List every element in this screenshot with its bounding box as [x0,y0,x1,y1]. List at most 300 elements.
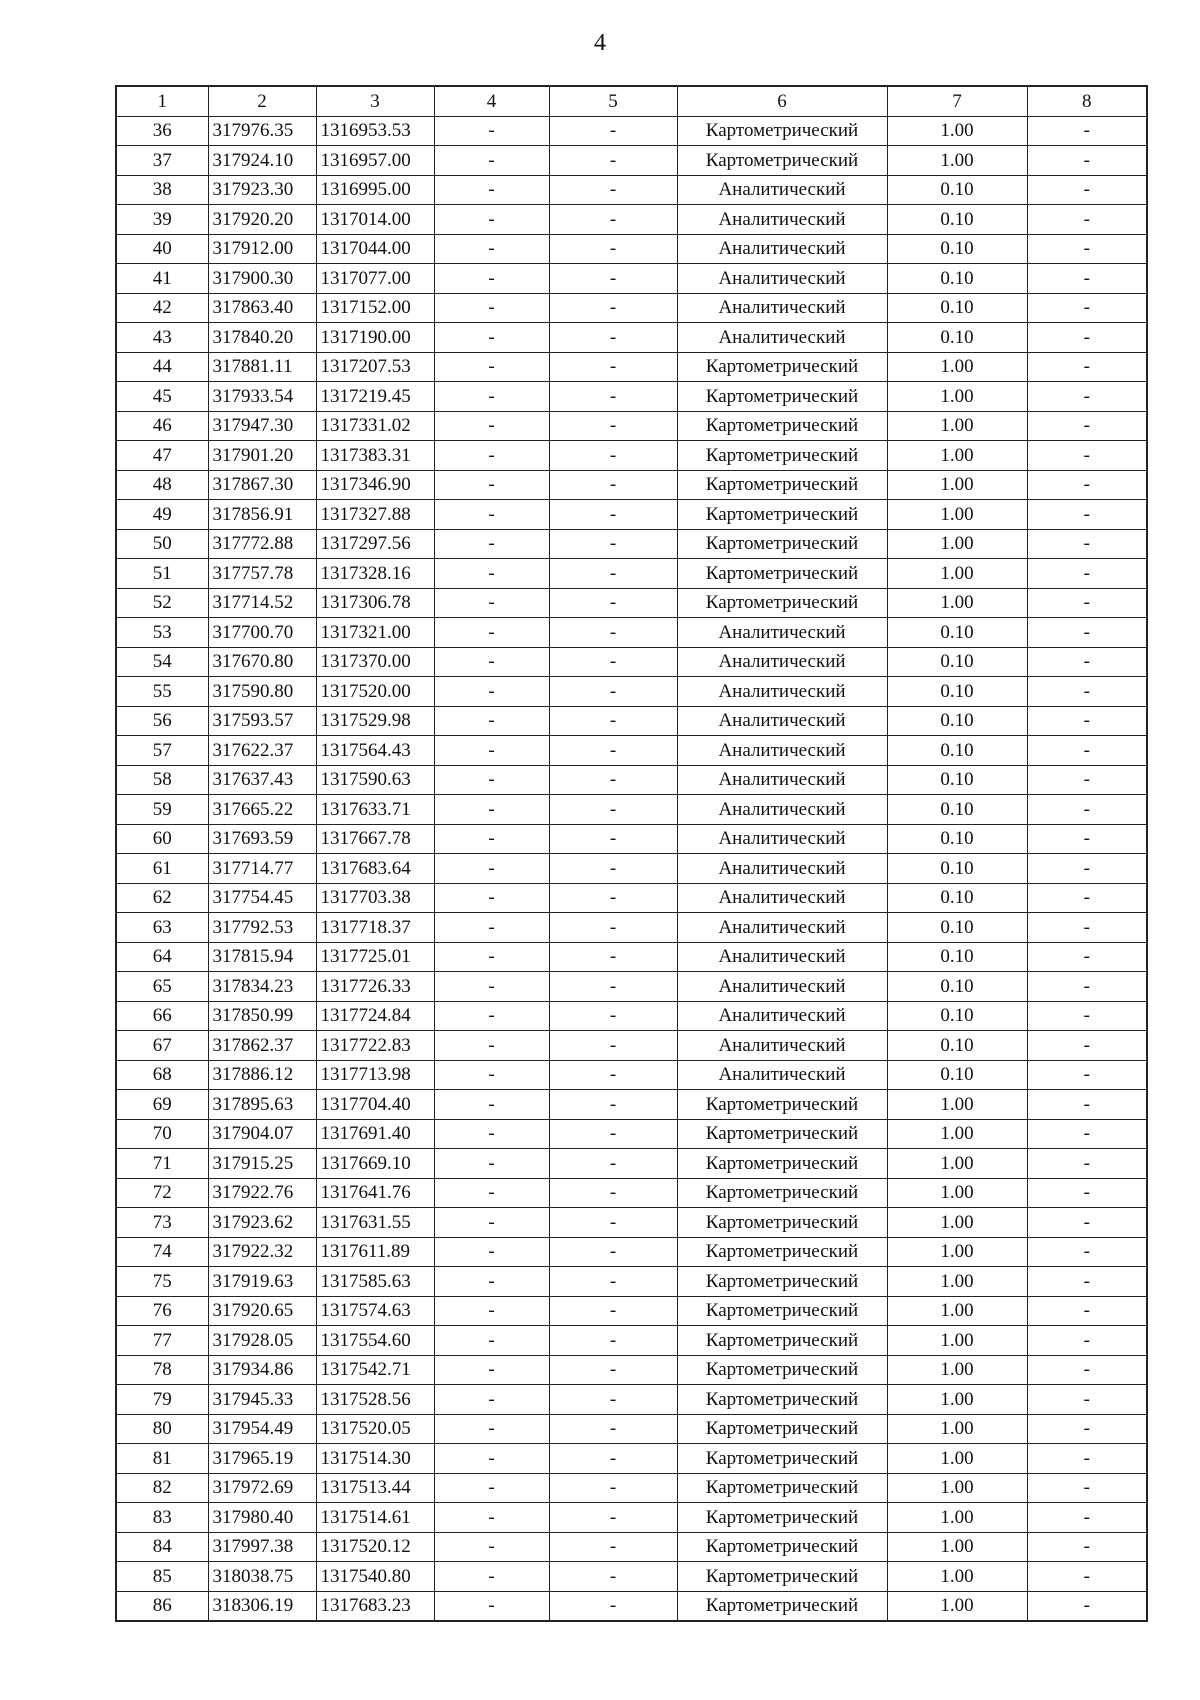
method-cell: Картометрический [677,1267,887,1297]
x-coordinate-cell: 317895.63 [208,1090,316,1120]
column-8-cell: - [1027,1532,1147,1562]
column-5-cell: - [549,146,677,176]
column-8-cell: - [1027,913,1147,943]
column-8-cell: - [1027,559,1147,589]
column-5-cell: - [549,1562,677,1592]
table-row [116,854,1147,884]
method-cell: Аналитический [677,765,887,795]
column-8-cell: - [1027,618,1147,648]
y-coordinate-cell: 1317370.00 [316,647,434,677]
accuracy-cell: 0.10 [887,677,1027,707]
point-number-cell: 80 [116,1414,208,1444]
point-number-cell: 53 [116,618,208,648]
column-4-cell: - [434,529,549,559]
accuracy-cell: 0.10 [887,972,1027,1002]
table-row [116,1326,1147,1356]
column-5-cell: - [549,323,677,353]
column-5-cell: - [549,1267,677,1297]
point-number-cell: 52 [116,588,208,618]
column-5-cell: - [549,264,677,294]
column-8-cell: - [1027,441,1147,471]
column-4-cell: - [434,1119,549,1149]
table-row [116,293,1147,323]
accuracy-cell: 1.00 [887,1503,1027,1533]
accuracy-cell: 1.00 [887,588,1027,618]
table-row [116,1149,1147,1179]
accuracy-cell: 0.10 [887,618,1027,648]
point-number-cell: 51 [116,559,208,589]
x-coordinate-cell: 317924.10 [208,146,316,176]
coordinates-table [115,85,1148,1622]
table-row [116,352,1147,382]
column-8-cell: - [1027,647,1147,677]
column-4-cell: - [434,1031,549,1061]
column-4-cell: - [434,1532,549,1562]
column-8-cell: - [1027,1090,1147,1120]
column-4-cell: - [434,352,549,382]
column-5-cell: - [549,529,677,559]
table-row [116,116,1147,146]
table-row [116,382,1147,412]
table-row [116,175,1147,205]
table-row [116,1296,1147,1326]
column-4-cell: - [434,854,549,884]
accuracy-cell: 0.10 [887,883,1027,913]
column-8-cell: - [1027,854,1147,884]
point-number-cell: 46 [116,411,208,441]
accuracy-cell: 1.00 [887,1591,1027,1621]
table-row [116,146,1147,176]
method-cell: Аналитический [677,234,887,264]
point-number-cell: 44 [116,352,208,382]
accuracy-cell: 0.10 [887,824,1027,854]
column-header: 3 [316,86,434,116]
accuracy-cell: 0.10 [887,765,1027,795]
method-cell: Аналитический [677,323,887,353]
x-coordinate-cell: 317915.25 [208,1149,316,1179]
column-5-cell: - [549,1090,677,1120]
accuracy-cell: 1.00 [887,1267,1027,1297]
accuracy-cell: 1.00 [887,1414,1027,1444]
method-cell: Аналитический [677,1031,887,1061]
method-cell: Картометрический [677,1178,887,1208]
table-row [116,883,1147,913]
column-8-cell: - [1027,1208,1147,1238]
y-coordinate-cell: 1317528.56 [316,1385,434,1415]
column-8-cell: - [1027,1031,1147,1061]
x-coordinate-cell: 317700.70 [208,618,316,648]
column-8-cell: - [1027,293,1147,323]
point-number-cell: 50 [116,529,208,559]
column-5-cell: - [549,1385,677,1415]
y-coordinate-cell: 1317611.89 [316,1237,434,1267]
column-5-cell: - [549,382,677,412]
y-coordinate-cell: 1317321.00 [316,618,434,648]
method-cell: Картометрический [677,1532,887,1562]
table-row [116,470,1147,500]
accuracy-cell: 1.00 [887,1208,1027,1238]
column-4-cell: - [434,1178,549,1208]
point-number-cell: 67 [116,1031,208,1061]
x-coordinate-cell: 317922.32 [208,1237,316,1267]
column-4-cell: - [434,765,549,795]
x-coordinate-cell: 317965.19 [208,1444,316,1474]
column-4-cell: - [434,1473,549,1503]
column-8-cell: - [1027,706,1147,736]
column-8-cell: - [1027,352,1147,382]
point-number-cell: 61 [116,854,208,884]
x-coordinate-cell: 317900.30 [208,264,316,294]
point-number-cell: 78 [116,1355,208,1385]
x-coordinate-cell: 317901.20 [208,441,316,471]
column-5-cell: - [549,470,677,500]
point-number-cell: 37 [116,146,208,176]
table-row [116,795,1147,825]
table-header-row [116,86,1147,116]
y-coordinate-cell: 1317077.00 [316,264,434,294]
x-coordinate-cell: 317886.12 [208,1060,316,1090]
accuracy-cell: 0.10 [887,795,1027,825]
column-8-cell: - [1027,1178,1147,1208]
y-coordinate-cell: 1317564.43 [316,736,434,766]
column-4-cell: - [434,411,549,441]
column-5-cell: - [549,795,677,825]
column-5-cell: - [549,588,677,618]
y-coordinate-cell: 1317722.83 [316,1031,434,1061]
point-number-cell: 86 [116,1591,208,1621]
table-row [116,1562,1147,1592]
table-row [116,913,1147,943]
method-cell: Картометрический [677,1119,887,1149]
column-4-cell: - [434,382,549,412]
x-coordinate-cell: 317976.35 [208,116,316,146]
y-coordinate-cell: 1317718.37 [316,913,434,943]
accuracy-cell: 0.10 [887,1060,1027,1090]
column-8-cell: - [1027,529,1147,559]
method-cell: Картометрический [677,470,887,500]
point-number-cell: 75 [116,1267,208,1297]
x-coordinate-cell: 317923.30 [208,175,316,205]
method-cell: Картометрический [677,1149,887,1179]
column-8-cell: - [1027,677,1147,707]
y-coordinate-cell: 1317540.80 [316,1562,434,1592]
accuracy-cell: 0.10 [887,736,1027,766]
column-5-cell: - [549,1296,677,1326]
x-coordinate-cell: 317945.33 [208,1385,316,1415]
accuracy-cell: 1.00 [887,441,1027,471]
y-coordinate-cell: 1317574.63 [316,1296,434,1326]
column-4-cell: - [434,1296,549,1326]
column-5-cell: - [549,205,677,235]
column-8-cell: - [1027,1444,1147,1474]
column-5-cell: - [549,1591,677,1621]
column-5-cell: - [549,1031,677,1061]
method-cell: Картометрический [677,1090,887,1120]
method-cell: Аналитический [677,205,887,235]
y-coordinate-cell: 1317306.78 [316,588,434,618]
x-coordinate-cell: 317590.80 [208,677,316,707]
accuracy-cell: 1.00 [887,1562,1027,1592]
point-number-cell: 79 [116,1385,208,1415]
column-8-cell: - [1027,205,1147,235]
table-row [116,500,1147,530]
column-4-cell: - [434,175,549,205]
method-cell: Аналитический [677,972,887,1002]
x-coordinate-cell: 317997.38 [208,1532,316,1562]
y-coordinate-cell: 1317542.71 [316,1355,434,1385]
point-number-cell: 77 [116,1326,208,1356]
point-number-cell: 42 [116,293,208,323]
accuracy-cell: 1.00 [887,1237,1027,1267]
x-coordinate-cell: 317757.78 [208,559,316,589]
x-coordinate-cell: 317622.37 [208,736,316,766]
point-number-cell: 65 [116,972,208,1002]
x-coordinate-cell: 317815.94 [208,942,316,972]
table-row [116,1119,1147,1149]
point-number-cell: 85 [116,1562,208,1592]
x-coordinate-cell: 317972.69 [208,1473,316,1503]
column-8-cell: - [1027,1562,1147,1592]
y-coordinate-cell: 1317631.55 [316,1208,434,1238]
column-8-cell: - [1027,588,1147,618]
accuracy-cell: 0.10 [887,205,1027,235]
column-8-cell: - [1027,1414,1147,1444]
column-8-cell: - [1027,824,1147,854]
y-coordinate-cell: 1317327.88 [316,500,434,530]
column-8-cell: - [1027,972,1147,1002]
column-4-cell: - [434,1591,549,1621]
table-row [116,736,1147,766]
column-5-cell: - [549,1414,677,1444]
y-coordinate-cell: 1317514.61 [316,1503,434,1533]
accuracy-cell: 1.00 [887,1385,1027,1415]
accuracy-cell: 1.00 [887,146,1027,176]
column-5-cell: - [549,559,677,589]
table-row [116,1532,1147,1562]
table-row [116,1355,1147,1385]
y-coordinate-cell: 1317590.63 [316,765,434,795]
column-5-cell: - [549,1503,677,1533]
column-5-cell: - [549,765,677,795]
accuracy-cell: 1.00 [887,529,1027,559]
accuracy-cell: 1.00 [887,1296,1027,1326]
accuracy-cell: 1.00 [887,1119,1027,1149]
column-4-cell: - [434,1414,549,1444]
x-coordinate-cell: 318306.19 [208,1591,316,1621]
point-number-cell: 55 [116,677,208,707]
column-8-cell: - [1027,146,1147,176]
method-cell: Аналитический [677,1060,887,1090]
column-4-cell: - [434,913,549,943]
method-cell: Аналитический [677,824,887,854]
column-8-cell: - [1027,883,1147,913]
method-cell: Аналитический [677,677,887,707]
point-number-cell: 74 [116,1237,208,1267]
method-cell: Картометрический [677,411,887,441]
column-4-cell: - [434,205,549,235]
column-header: 7 [887,86,1027,116]
point-number-cell: 64 [116,942,208,972]
column-8-cell: - [1027,1355,1147,1385]
column-4-cell: - [434,1267,549,1297]
point-number-cell: 62 [116,883,208,913]
method-cell: Картометрический [677,1473,887,1503]
column-5-cell: - [549,824,677,854]
accuracy-cell: 0.10 [887,913,1027,943]
x-coordinate-cell: 317714.77 [208,854,316,884]
y-coordinate-cell: 1317725.01 [316,942,434,972]
method-cell: Картометрический [677,1503,887,1533]
table-row [116,1267,1147,1297]
column-4-cell: - [434,146,549,176]
y-coordinate-cell: 1317383.31 [316,441,434,471]
column-8-cell: - [1027,382,1147,412]
column-5-cell: - [549,500,677,530]
method-cell: Картометрический [677,382,887,412]
x-coordinate-cell: 317934.86 [208,1355,316,1385]
column-4-cell: - [434,1326,549,1356]
table-row [116,677,1147,707]
accuracy-cell: 1.00 [887,116,1027,146]
column-header: 4 [434,86,549,116]
table-row [116,1031,1147,1061]
method-cell: Аналитический [677,706,887,736]
table-row [116,323,1147,353]
y-coordinate-cell: 1317633.71 [316,795,434,825]
accuracy-cell: 1.00 [887,1178,1027,1208]
y-coordinate-cell: 1317207.53 [316,352,434,382]
column-5-cell: - [549,293,677,323]
column-5-cell: - [549,1119,677,1149]
table-row [116,942,1147,972]
column-8-cell: - [1027,234,1147,264]
x-coordinate-cell: 317792.53 [208,913,316,943]
column-4-cell: - [434,588,549,618]
column-8-cell: - [1027,942,1147,972]
y-coordinate-cell: 1317713.98 [316,1060,434,1090]
x-coordinate-cell: 318038.75 [208,1562,316,1592]
y-coordinate-cell: 1317514.30 [316,1444,434,1474]
column-8-cell: - [1027,175,1147,205]
point-number-cell: 47 [116,441,208,471]
column-8-cell: - [1027,795,1147,825]
column-8-cell: - [1027,765,1147,795]
method-cell: Аналитический [677,854,887,884]
method-cell: Картометрический [677,146,887,176]
point-number-cell: 41 [116,264,208,294]
table-row [116,1237,1147,1267]
column-header: 5 [549,86,677,116]
accuracy-cell: 1.00 [887,1444,1027,1474]
column-4-cell: - [434,1562,549,1592]
page-number: 4 [594,30,606,56]
column-5-cell: - [549,913,677,943]
column-8-cell: - [1027,116,1147,146]
table-row [116,1208,1147,1238]
method-cell: Аналитический [677,1001,887,1031]
accuracy-cell: 1.00 [887,1149,1027,1179]
column-8-cell: - [1027,736,1147,766]
method-cell: Картометрический [677,1414,887,1444]
x-coordinate-cell: 317714.52 [208,588,316,618]
table-body [116,116,1147,1621]
column-8-cell: - [1027,1296,1147,1326]
column-5-cell: - [549,1208,677,1238]
accuracy-cell: 1.00 [887,411,1027,441]
y-coordinate-cell: 1317328.16 [316,559,434,589]
column-4-cell: - [434,942,549,972]
column-4-cell: - [434,1444,549,1474]
column-5-cell: - [549,234,677,264]
table-row [116,411,1147,441]
table-row [116,972,1147,1002]
column-4-cell: - [434,1385,549,1415]
table-row [116,647,1147,677]
method-cell: Картометрический [677,1208,887,1238]
method-cell: Картометрический [677,441,887,471]
point-number-cell: 70 [116,1119,208,1149]
table-row [116,1178,1147,1208]
y-coordinate-cell: 1317152.00 [316,293,434,323]
y-coordinate-cell: 1317726.33 [316,972,434,1002]
y-coordinate-cell: 1317014.00 [316,205,434,235]
x-coordinate-cell: 317665.22 [208,795,316,825]
point-number-cell: 58 [116,765,208,795]
x-coordinate-cell: 317637.43 [208,765,316,795]
column-8-cell: - [1027,1149,1147,1179]
column-5-cell: - [549,942,677,972]
column-5-cell: - [549,1149,677,1179]
point-number-cell: 71 [116,1149,208,1179]
x-coordinate-cell: 317862.37 [208,1031,316,1061]
method-cell: Картометрический [677,1385,887,1415]
x-coordinate-cell: 317840.20 [208,323,316,353]
method-cell: Аналитический [677,175,887,205]
column-4-cell: - [434,736,549,766]
column-4-cell: - [434,559,549,589]
column-4-cell: - [434,264,549,294]
method-cell: Картометрический [677,588,887,618]
point-number-cell: 83 [116,1503,208,1533]
point-number-cell: 45 [116,382,208,412]
y-coordinate-cell: 1317683.64 [316,854,434,884]
column-8-cell: - [1027,1060,1147,1090]
column-8-cell: - [1027,264,1147,294]
y-coordinate-cell: 1317331.02 [316,411,434,441]
accuracy-cell: 0.10 [887,647,1027,677]
method-cell: Картометрический [677,1355,887,1385]
column-8-cell: - [1027,1001,1147,1031]
accuracy-cell: 1.00 [887,1473,1027,1503]
y-coordinate-cell: 1317585.63 [316,1267,434,1297]
point-number-cell: 76 [116,1296,208,1326]
y-coordinate-cell: 1317190.00 [316,323,434,353]
y-coordinate-cell: 1317529.98 [316,706,434,736]
column-4-cell: - [434,1060,549,1090]
y-coordinate-cell: 1317669.10 [316,1149,434,1179]
accuracy-cell: 0.10 [887,175,1027,205]
x-coordinate-cell: 317867.30 [208,470,316,500]
y-coordinate-cell: 1317346.90 [316,470,434,500]
column-5-cell: - [549,441,677,471]
method-cell: Картометрический [677,116,887,146]
method-cell: Аналитический [677,883,887,913]
column-8-cell: - [1027,1503,1147,1533]
accuracy-cell: 1.00 [887,1532,1027,1562]
y-coordinate-cell: 1317667.78 [316,824,434,854]
y-coordinate-cell: 1317691.40 [316,1119,434,1149]
x-coordinate-cell: 317920.65 [208,1296,316,1326]
